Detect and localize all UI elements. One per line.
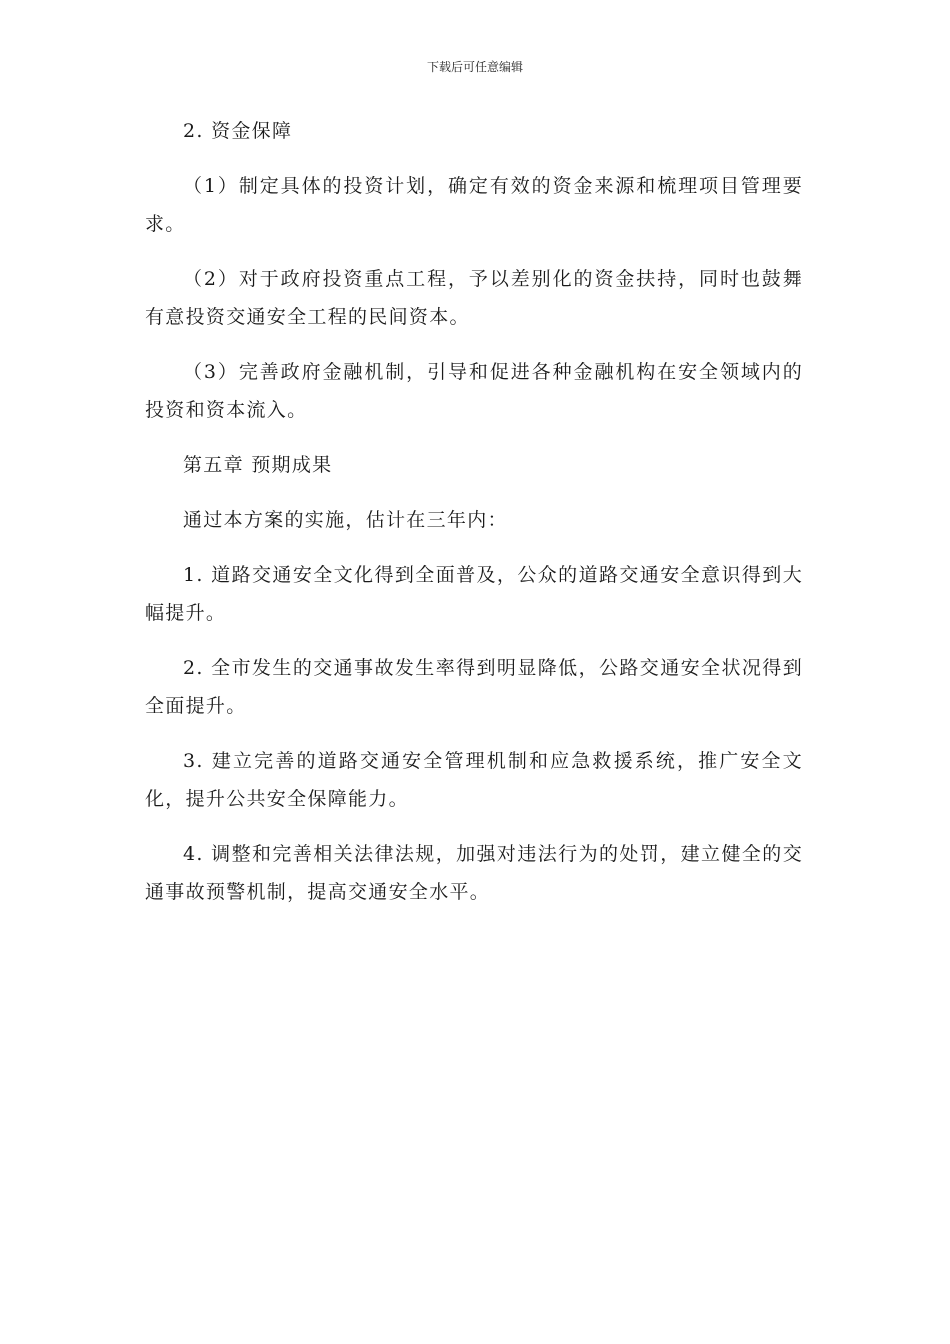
section-heading-funding: 2. 资金保障 bbox=[183, 120, 293, 142]
paragraph-result-2: 2. 全市发生的交通事故发生率得到明显降低，公路交通安全状况得到全面提升。 bbox=[145, 657, 803, 717]
page-header-note: 下载后可任意编辑 bbox=[426, 60, 523, 74]
paragraph-funding-item-3: （3）完善政府金融机制，引导和促进各种金融机构在安全领域内的投资和资本流入。 bbox=[145, 361, 803, 421]
paragraph-results-intro: 通过本方案的实施，估计在三年内： bbox=[183, 509, 508, 531]
paragraph-funding-item-1: （1）制定具体的投资计划，确定有效的资金来源和梳理项目管理要求。 bbox=[145, 175, 803, 235]
document-body bbox=[145, 112, 803, 928]
chapter-heading-expected-results: 第五章 预期成果 bbox=[183, 454, 333, 476]
paragraph-result-1: 1. 道路交通安全文化得到全面普及，公众的道路交通安全意识得到大幅提升。 bbox=[145, 564, 803, 624]
paragraph-result-4: 4. 调整和完善相关法律法规，加强对违法行为的处罚，建立健全的交通事故预警机制，提高交通安全水平。 bbox=[145, 843, 803, 903]
paragraph-funding-item-2: （2）对于政府投资重点工程，予以差别化的资金扶持，同时也鼓舞有意投资交通安全工程的民间资本。 bbox=[145, 268, 803, 328]
paragraph-result-3: 3. 建立完善的道路交通安全管理机制和应急救援系统，推广安全文化，提升公共安全保障能力。 bbox=[145, 750, 803, 810]
